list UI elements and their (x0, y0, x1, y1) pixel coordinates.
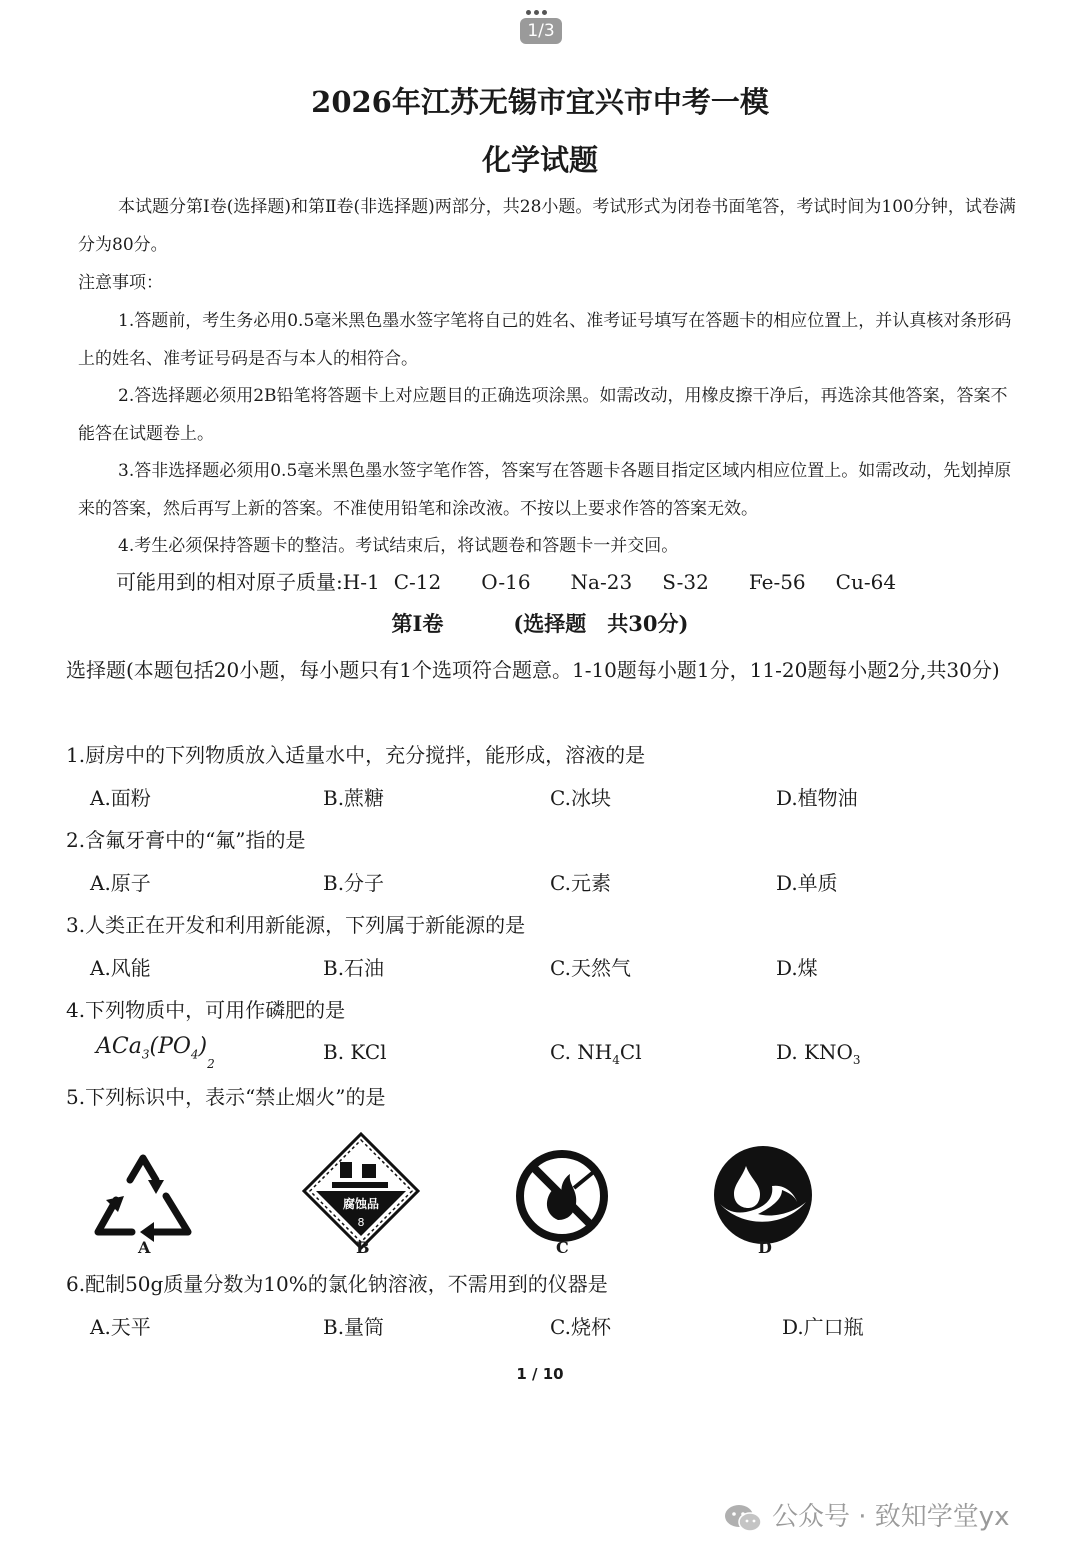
sign-label-d: D (758, 1238, 772, 1257)
option-d[interactable]: D.植物油 (776, 786, 858, 810)
section-instructions: 选择题(本题包括20小题，每小题只有1个选项符合题意。1-10题每小题1分，11-20题每小题2分,共30分) (66, 658, 1000, 682)
intro-paragraph: 本试题分第Ⅰ卷(选择题)和第Ⅱ卷(非选择题)两部分，共28小题。考试形式为闭卷书面笔答，考试时间为100分钟，试卷满分为80分。 (78, 197, 1016, 255)
option-c[interactable]: C.烧杯 (550, 1315, 611, 1339)
question-1-options (0, 778, 1080, 818)
exam-title: 2026年江苏无锡市宜兴市中考一模 (311, 85, 769, 119)
viewer-dots (526, 0, 556, 8)
subject-title: 化学试题 (481, 143, 598, 177)
notes-heading: 注意事项： (78, 273, 163, 293)
sign-label-c: C (556, 1238, 569, 1257)
sign-label-b: B (356, 1238, 370, 1257)
option-b[interactable]: B.蔗糖 (323, 786, 385, 810)
option-b[interactable]: B.分子 (323, 871, 385, 895)
sign-label-a: A (138, 1238, 151, 1257)
corrosive-icon[interactable] (302, 1132, 420, 1250)
no-fire-icon[interactable] (514, 1148, 610, 1244)
note-4: 4.考生必须保持答题卡的整洁。考试结束后，将试题卷和答题卡一并交回。 (118, 536, 679, 556)
question-1: 1.厨房中的下列物质放入适量水中，充分搅拌，能形成，溶液的是 (66, 743, 646, 767)
question-2: 2.含氟牙膏中的“氟”指的是 (66, 828, 306, 852)
option-a[interactable]: A.原子 (90, 871, 151, 895)
recycle-icon[interactable] (92, 1150, 194, 1242)
note-1: 1.答题前，考生务必用0.5毫米黑色墨水签字笔将自己的姓名、准考证号填写在答题卡的相应位置上，并认真核对条形码上的姓名、准考证号码是否与本人的相符合。 (78, 311, 1012, 369)
option-d[interactable]: D.单质 (776, 871, 838, 895)
atomic-masses: 可能用到的相对原子质量:H-1 C-12 O-16 Na-23 S-32 Fe-56 Cu-64 (116, 570, 897, 594)
option-a[interactable]: A.面粉 (90, 786, 151, 810)
volume-1-heading: 第Ⅰ卷 (选择题 共30分) (391, 611, 689, 636)
question-3-options (0, 948, 1080, 988)
page-indicator: 1/3 (520, 18, 562, 44)
question-4: 4.下列物质中，可用作磷肥的是 (66, 998, 346, 1022)
option-b[interactable]: B.量筒 (323, 1315, 385, 1339)
option-b[interactable]: B. KCl (323, 1040, 387, 1064)
option-b[interactable]: B.石油 (323, 956, 385, 980)
wechat-icon (724, 1503, 762, 1533)
page-number: 1 / 10 (516, 1365, 564, 1383)
option-a[interactable]: $ACa_3(PO_4)_2$ (96, 1034, 215, 1072)
option-d[interactable]: D.广口瓶 (782, 1315, 864, 1339)
question-2-options (0, 863, 1080, 903)
question-6-options (0, 1307, 1080, 1347)
option-d[interactable]: D. $KNO_3$ (776, 1040, 861, 1067)
question-5-signs (0, 1140, 1080, 1260)
option-a[interactable]: A.风能 (90, 956, 151, 980)
option-c[interactable]: C.元素 (550, 871, 611, 895)
watermark: 公众号 · 致知学堂yx (724, 1496, 1010, 1533)
corrosive-text: 腐蚀品 (342, 1197, 380, 1211)
question-3: 3.人类正在开发和利用新能源，下列属于新能源的是 (66, 913, 526, 937)
option-c[interactable]: C.天然气 (550, 956, 631, 980)
option-c[interactable]: C.冰块 (550, 786, 611, 810)
note-2: 2.答选择题必须用2B铅笔将答题卡上对应题目的正确选项涂黑。如需改动，用橡皮擦干净后，再选涂其他答案，答案不能答在试题卷上。 (78, 386, 1008, 444)
option-a[interactable]: A.天平 (90, 1315, 151, 1339)
option-d[interactable]: D.煤 (776, 956, 818, 980)
option-c[interactable]: C. $NH_4Cl$ (550, 1040, 642, 1067)
note-3: 3.答非选择题必须用0.5毫米黑色墨水签字笔作答，答案写在答题卡各题目指定区域内相应位置上。如需改动，先划掉原来的答案，然后再写上新的答案。不准使用铅笔和涂改液。不按以上要求作答的答案无效。 (78, 461, 1012, 519)
question-5: 5.下列标识中，表示“禁止烟火”的是 (66, 1085, 386, 1109)
corrosive-class: 8 (357, 1216, 365, 1229)
water-saving-icon[interactable] (712, 1144, 814, 1246)
question-4-options (0, 1032, 1080, 1072)
question-6: 6.配制50g质量分数为10%的氯化钠溶液，不需用到的仪器是 (66, 1272, 608, 1296)
